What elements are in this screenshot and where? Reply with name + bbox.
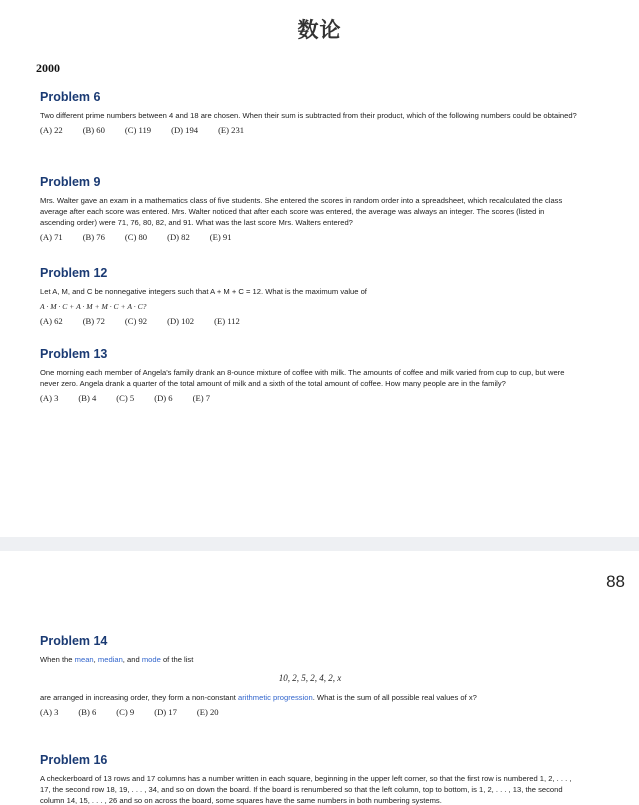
median-link[interactable]: median	[97, 655, 123, 664]
problem-16	[40, 753, 580, 805]
problem-text: are arranged in increasing order, they form a non-constant arithmetic progression. What is the sum of all possible real values of x?	[40, 693, 477, 702]
choice-d: (D) 194	[171, 125, 199, 135]
choice-c: (C) 5	[116, 393, 135, 403]
choice-e: (E) 91	[209, 232, 232, 242]
answer-choices	[40, 232, 576, 242]
choice-e: (E) 112	[214, 316, 240, 326]
problem-13	[40, 347, 580, 403]
year-heading: 2000	[36, 61, 60, 75]
choice-b: (B) 60	[82, 125, 105, 135]
choice-a: (A) 71	[40, 232, 63, 242]
answer-choices	[40, 125, 580, 135]
answer-choices	[40, 316, 580, 326]
answer-choices	[40, 393, 580, 403]
problem-heading: Problem 14	[40, 634, 108, 648]
problem-heading: Problem 13	[40, 347, 108, 361]
choice-b: (B) 76	[82, 232, 105, 242]
choice-e: (E) 231	[218, 125, 245, 135]
choice-e: (E) 20	[196, 707, 219, 717]
mean-link[interactable]: mean	[74, 655, 94, 664]
problem-math: 10, 2, 5, 2, 4, 2, x	[278, 673, 342, 683]
choice-a: (A) 62	[40, 316, 63, 326]
answer-choices	[40, 707, 580, 717]
choice-d: (D) 82	[167, 232, 190, 242]
choice-c: (C) 80	[124, 232, 148, 242]
choice-c: (C) 92	[124, 316, 148, 326]
problem-text: Mrs. Walter gave an exam in a mathematics class of five students. She entered the scores in random order into a spreadsheet, which recalculated the class average after each score was entered. Mrs. Walter noticed that after each score was entered, the average was always an integer. The scores (listed in ascending order) were 71, 76, 80, 82, and 91. What was the last score Mrs. Walters entered?	[40, 196, 563, 227]
problem-heading: Problem 12	[40, 266, 108, 280]
problem-heading: Problem 6	[40, 90, 101, 104]
arithmetic-progression-link[interactable]: arithmetic progression	[238, 693, 313, 702]
choice-b: (B) 72	[82, 316, 105, 326]
choice-c: (C) 9	[116, 707, 135, 717]
choice-a: (A) 3	[40, 393, 59, 403]
choice-a: (A) 22	[40, 125, 63, 135]
problem-12	[40, 266, 580, 326]
problem-text: One morning each member of Angela's family drank an 8-ounce mixture of coffee with milk. The amounts of coffee and milk varied from cup to cup, but were never zero. Angela drank a quarter of the total amount of milk and a sixth of the total amount of coffee. How many people are in the family?	[40, 368, 565, 388]
problem-6	[40, 90, 580, 135]
document-title: 数论	[297, 19, 342, 42]
mode-link[interactable]: mode	[141, 655, 161, 664]
choice-e: (E) 7	[192, 393, 211, 403]
choice-b: (B) 6	[78, 707, 97, 717]
choice-b: (B) 4	[78, 393, 97, 403]
problem-math: A · M · C + A · M + M · C + A · C?	[40, 302, 147, 311]
choice-a: (A) 3	[40, 707, 59, 717]
choice-d: (D) 6	[154, 393, 173, 403]
problem-intro: When the mean, median, and mode of the list	[40, 655, 194, 664]
choice-d: (D) 17	[154, 707, 177, 717]
problem-text: Two different prime numbers between 4 and 18 are chosen. When their sum is subtracted from their product, which of the following numbers could be obtained?	[40, 111, 577, 120]
page-2	[0, 551, 639, 805]
problem-text: Let A, M, and C be nonnegative integers such that A + M + C = 12. What is the maximum value of	[40, 287, 367, 296]
page-number: 88	[606, 572, 625, 591]
problem-heading: Problem 16	[40, 753, 108, 767]
problem-heading: Problem 9	[40, 175, 101, 189]
problem-text: A checkerboard of 13 rows and 17 columns has a number written in each square, beginning in the upper left corner, so that the first row is numbered 1, 2, . . . , 17, the second row 18, 19, . . . , 34, and so on down the board. If the board is renumbered so that the left column, top to bottom, is 1, 2, . . . , 13, the second column 14, 15, . . . , 26 and so on across the board, some squares have the same numbers in both numbering systems.	[40, 774, 572, 805]
problem-14	[40, 634, 580, 717]
choice-d: (D) 102	[167, 316, 195, 326]
choice-c: (C) 119	[124, 125, 152, 135]
page-separator	[0, 537, 639, 551]
problem-9	[40, 175, 576, 242]
